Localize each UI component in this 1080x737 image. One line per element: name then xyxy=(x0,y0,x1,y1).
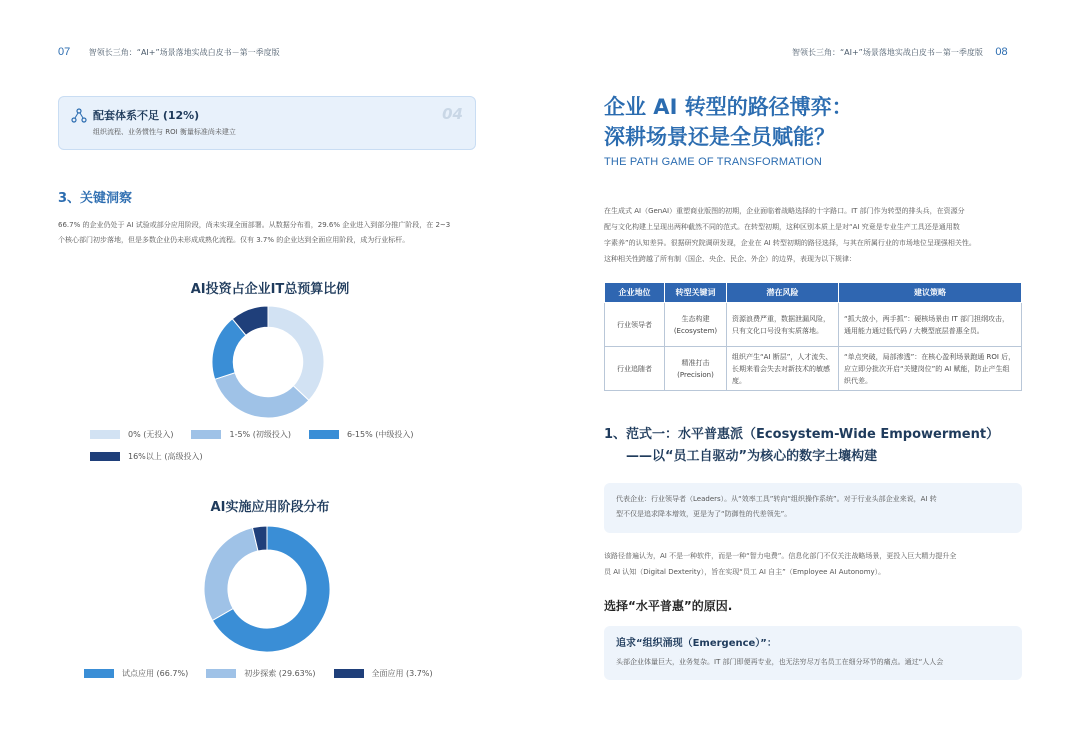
donut-slice-1 xyxy=(268,306,324,400)
left-header xyxy=(58,46,280,58)
left-running-title: 智领长三角：“AI+”场景落地实战白皮书－第一季度版 xyxy=(88,48,280,57)
budget-donut-chart xyxy=(210,304,326,420)
callout-number: 04 xyxy=(442,105,463,123)
left-page-number: 07 xyxy=(58,46,71,58)
donut-slice-2 xyxy=(215,373,309,418)
table-cell: “抓大放小，两手抓”：硬核场景由 IT 部门担纲攻击，通用能力通过低代码 / 大模型底层普惠全员。 xyxy=(839,303,1022,347)
emergence-title: 追求“组织涌现（Emergence）”： xyxy=(616,638,777,649)
insight-line: 个核心部门初步落地，但是多数企业仍未形成成熟化流程。仅有 3.7% 的企业达到全面应用阶段，成为行业标杆。 xyxy=(58,236,410,244)
legend-label: 全面应用 (3.7%) xyxy=(371,668,433,678)
heading-line: ——以“员工自驱动”为核心的数字土壤构建 xyxy=(626,449,878,464)
callout-subtitle: 组织流程、业务惯性与 ROI 衡量标准尚未建立 xyxy=(93,128,236,136)
title-line: 深耕场景还是全员赋能？ xyxy=(604,125,835,149)
page-title xyxy=(604,92,1024,152)
network-icon xyxy=(71,108,87,124)
table-header: 潜在风险 xyxy=(727,283,839,303)
quote-line: 代表企业：行业领导者（Leaders）。从“效率工具”转向“组织操作系统”。对于行业头部企业来说，AI 转 xyxy=(616,495,937,503)
legend-swatch xyxy=(90,430,120,439)
legend-item xyxy=(206,667,315,679)
legend-item xyxy=(90,428,173,440)
legend-label: 6-15% (中级投入) xyxy=(346,429,414,439)
table-row xyxy=(605,347,1022,391)
intro-paragraph xyxy=(604,203,1034,267)
reason-heading: 选择“水平普惠”的原因. xyxy=(604,599,733,613)
chart2-title: AI实施应用阶段分布 xyxy=(210,500,330,515)
emergence-box xyxy=(604,626,1022,680)
quote-line: 型不仅是追求降本增效，更是为了“防御性的代差领先”。 xyxy=(616,510,792,518)
english-title: THE PATH GAME OF TRANSFORMATION xyxy=(604,156,823,168)
table-cell: 组织产生“AI 断层”，人才流失、长期来看会失去对新技术的敏感度。 xyxy=(727,347,839,391)
legend-item xyxy=(191,428,290,440)
table-header-row xyxy=(605,283,1022,303)
title-line: 企业 AI 转型的路径博弈： xyxy=(604,95,853,119)
legend-swatch xyxy=(191,430,221,439)
body-paragraph xyxy=(604,548,1034,580)
donut-slice-2 xyxy=(204,528,258,621)
legend-label: 1-5% (初级投入) xyxy=(229,429,291,439)
emergence-text: 头部企业体量巨大，业务复杂。IT 部门即便再专业，也无法穷尽万名员工在细分环节的痛点。通过“人人会 xyxy=(616,658,944,666)
strategy-table xyxy=(604,282,1022,391)
table-cell: 行业追随者 xyxy=(605,347,665,391)
right-header xyxy=(792,46,1008,58)
leaders-quote-box xyxy=(604,483,1022,533)
legend-item xyxy=(84,667,188,679)
table-cell: 生态构建 (Ecosystem) xyxy=(665,303,727,347)
legend-swatch xyxy=(309,430,339,439)
table-cell: “单点突破，局部渗透”：在核心盈利场景跑通 ROI 后，应立即分批次开启“关键岗位”的 AI 赋能，防止产生组织代差。 xyxy=(839,347,1022,391)
legend-label: 0% (无投入) xyxy=(128,429,174,439)
chart1-title: AI投资占企业IT总预算比例 xyxy=(190,282,350,297)
intro-line: 字素养”的认知差异。很据研究院调研发现，企业在 AI 转型初期的路径选择，与其在所属行业的市场地位呈现强相关性。 xyxy=(604,239,976,247)
table-cell: 行业领导者 xyxy=(605,303,665,347)
legend-item xyxy=(334,667,433,679)
body-line: 员 AI 认知（Digital Dexterity），旨在实现“员工 AI 自主”（Employee AI Autonomy）。 xyxy=(604,568,886,576)
legend-item xyxy=(90,450,203,462)
legend-label: 16%以上 (高级投入) xyxy=(128,451,203,461)
legend-swatch xyxy=(84,669,114,678)
heading-line: 1、范式一：水平普惠派（Ecosystem-Wide Empowerment） xyxy=(604,427,1000,442)
key-insights-title: 3、关键洞察 xyxy=(58,191,133,206)
intro-line: 在生成式 AI（GenAI）重塑商业版图的初期，企业面临着战略选择的十字路口。IT 部门作为转型的排头兵，在资源分 xyxy=(604,207,965,215)
table-header: 转型关键词 xyxy=(665,283,727,303)
legend-item xyxy=(309,428,414,440)
intro-line: 这种相关性跨越了所有制（国企、央企、民企、外企）的边界，表现为以下规律： xyxy=(604,255,856,263)
table-header: 建议策略 xyxy=(839,283,1022,303)
insights-paragraph xyxy=(58,218,488,248)
chart2-legend xyxy=(84,667,504,689)
callout-title: 配套体系不足 (12%) xyxy=(93,109,200,122)
insight-line: 66.7% 的企业仍处于 AI 试验或部分应用阶段，尚未实现全面部署。从数据分布看，29.6% 企业进入到部分推广阶段，在 2~3 xyxy=(58,221,451,229)
body-line: 该路径普遍认为，AI 不是一种软件，而是一种“智力电费”。信息化部门不仅关注战略场景，更投入巨大精力提升全 xyxy=(604,552,957,560)
stage-donut-chart xyxy=(202,524,332,654)
support-gap-callout xyxy=(58,96,476,150)
chart1-legend xyxy=(90,428,470,472)
intro-line: 配与文化构建上呈现出两种截然不同的范式。在转型初期，这种区别本质上是对“AI 究竟是专业生产工具还是通用数 xyxy=(604,223,960,231)
legend-swatch xyxy=(90,452,120,461)
table-row xyxy=(605,303,1022,347)
table-header: 企业地位 xyxy=(605,283,665,303)
table-cell: 资源浪费严重，数据泄漏风险，只有文化口号没有实质落地。 xyxy=(727,303,839,347)
legend-swatch xyxy=(334,669,364,678)
table-cell: 精准打击 (Precision) xyxy=(665,347,727,391)
legend-swatch xyxy=(206,669,236,678)
paradigm-heading xyxy=(604,424,1034,468)
legend-label: 试点应用 (66.7%) xyxy=(122,668,189,678)
right-page-number: 08 xyxy=(995,46,1008,58)
legend-label: 初步探索 (29.63%) xyxy=(244,668,316,678)
right-running-title: 智领长三角：“AI+”场景落地实战白皮书－第一季度版 xyxy=(792,48,983,57)
